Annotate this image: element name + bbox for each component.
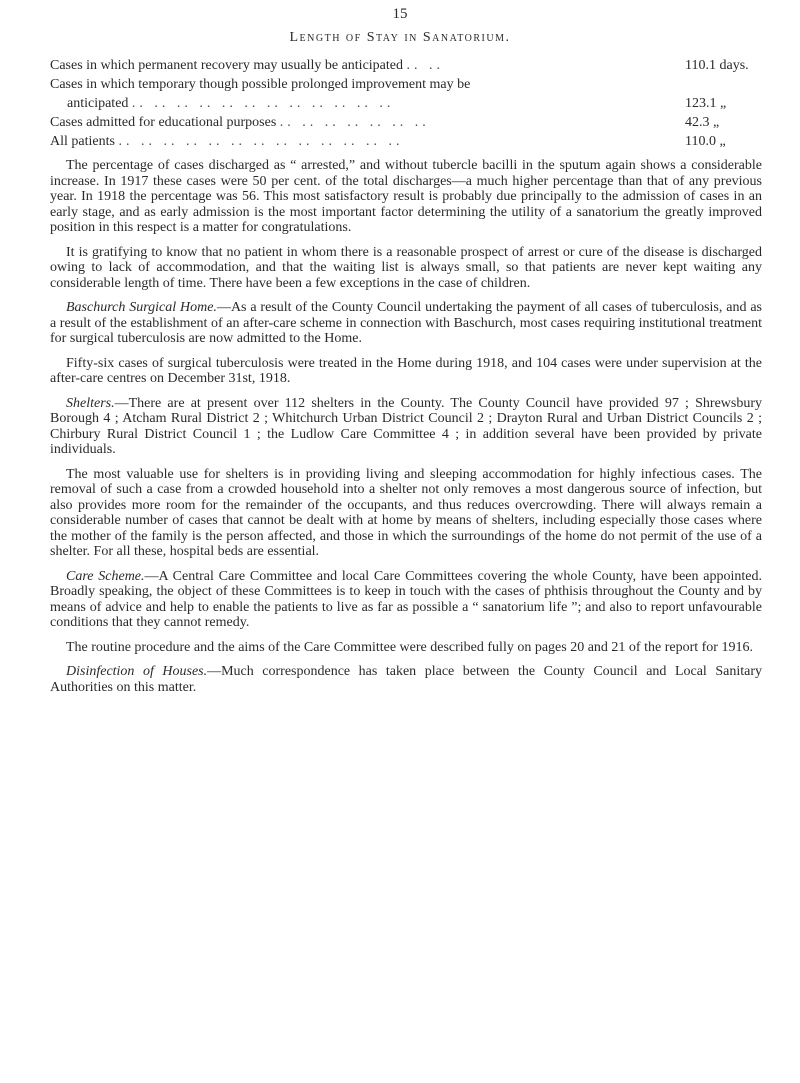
paragraph-shelters: Shelters.—There are at present over 112 shelters in the County. The County Council have provided 97 ; Shrewsbury Borough 4 ; Atcham Rural District 2 ; Whitchurch Urban District Council 2 ; Drayton Rural and Urban District Councils 2 ; Chirbury Rural District Council 1 ; the Ludlow Care Committee 4 ; in addition several have been provided by private individuals. [50,395,762,457]
row-label: Cases in which temporary though possible prolonged improvement may be [50,77,471,92]
table-row [50,75,765,94]
table-row [50,113,765,132]
body-text [50,158,762,704]
paragraph-routine-procedure: The routine procedure and the aims of the Care Committee were described fully on pages 20 and 21 of the report for 1916. [66,639,753,655]
row-label: Cases in which permanent recovery may usually be anticipated .. .. [50,58,444,73]
table-row [50,94,765,113]
row-label: Cases admitted for educational purposes .. .. .. .. .. .. .. [50,115,430,130]
row-label: anticipated .. .. .. .. .. .. .. .. .. .. .. .. [67,96,395,111]
paragraph-care-scheme: Care Scheme.—A Central Care Committee and local Care Committees covering the whole County, have been appointed. Broadly speaking, the object of these Committees is to keep in touch with the cases of phthisis throughout the County and by means of advice and help to enable the patients to live as far as possible a “ sanatorium life ”; and also to report unfavourable conditions that they cannot remedy. [50,568,763,630]
table-row [50,132,765,151]
paragraph-discharge-percentage: The percentage of cases discharged as “ arrested,” and without tubercle bacilli in the sputum again shows a considerable increase. In 1917 these cases were 50 per cent. of the total discharges—a much higher percentage than that of any previous year. In 1918 the percentage was 56. This most satisfactory result is probably due principally to the admission of cases in an early stage, and as early admission is the most important factor determining the utility of a sanatorium the greatly improved position in this respect is a matter for congratulations. [50,158,762,235]
row-value [685,75,765,94]
subheading-disinfection: Disinfection of Houses. [66,664,208,679]
row-value: 110.0 „ [685,134,726,149]
subheading-shelters: Shelters. [66,395,115,411]
row-label: All patients .. .. .. .. .. .. .. .. .. .. .. .. .. [50,134,404,149]
subheading-baschurch: Baschurch Surgical Home. [66,300,217,315]
row-value: 42.3 „ [685,115,720,130]
paragraph-disinfection: Disinfection of Houses.—Much correspondence has taken place between the County Council and Local Sanitary Authorities on this matter. [50,664,762,695]
paragraph-shelter-use: The most valuable use for shelters is in providing living and sleeping accommodation for highly infectious cases. The removal of such a case from a crowded household into a shelter not only removes a most dangerous source of infection, but also provides more room for the remainder of the occupants, and thus reduces overcrowding. There will always remain a considerable number of cases that cannot be dealt with at home by means of shelters, including especially those cases where the mother of the family is the person affected, and those in which the surroundings of the home do not permit of the use of a shelter. For all these, hospital beds are essential. [50,466,762,559]
paragraph-waiting-list: It is gratifying to know that no patient in whom there is a reasonable prospect of arrest or cure of the disease is discharged owing to lack of accommodation, and that the waiting list is always small, so that patients are never kept waiting any considerable length of time. There have been a few exceptions in the case of children. [50,244,762,291]
length-of-stay-table [50,56,765,151]
paragraph-baschurch: Baschurch Surgical Home.—As a result of the County Council undertaking the payment of all cases of tuberculosis, and as a result of the establishment of an after-care scheme in connection with Baschurch, most cases requiring institutional treatment for surgical tuberculosis are now admitted to the Home. [50,300,762,346]
section-heading: Length of Stay in Sanatorium. [289,30,511,45]
page-number: 15 [392,6,408,22]
table-row [50,56,765,75]
row-value: 110.1 days. [685,58,749,73]
subheading-care-scheme: Care Scheme. [66,568,145,584]
row-value: 123.1 „ [685,96,727,111]
paragraph-surgical-cases: Fifty-six cases of surgical tuberculosis were treated in the Home during 1918, and 104 cases were under supervision at the after-care centres on December 31st, 1918. [50,355,762,386]
